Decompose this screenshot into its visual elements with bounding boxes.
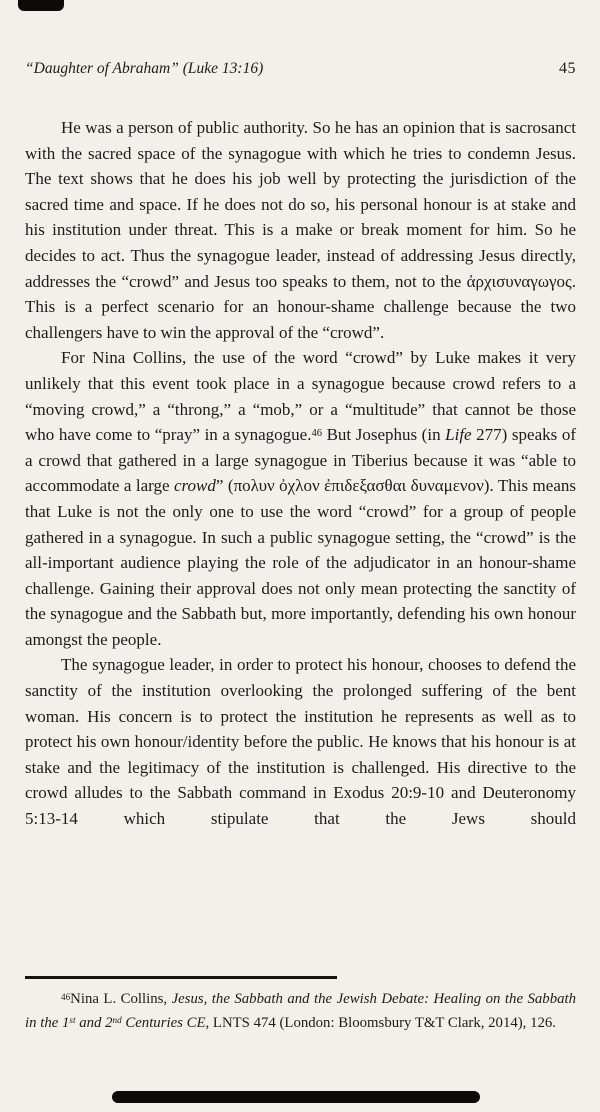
footnote-separator-rule: [25, 976, 337, 979]
paragraph: For Nina Collins, the use of the word “crowd” by Luke makes it very unlikely that this event took place in a synagogue because crowd refers to a “moving crowd,” a “throng,” a “mob,” or a “multitude” that cannot be those who have come to “pray” in a synagogue.$^{46}$ But Josephus (in Life 277) speaks of a crowd that gathered in a large synagogue in Tiberius because it was “able to accommodate a large crowd” (πολυν ὀχλον ἐπιδεξασθαι δυναμενον). This means that Luke is not the only one to use the word “crowd” for a group of people gathered in a synagogue. In such a public synagogue setting, the “crowd” is the all-important audience playing the role of the adjudicator in an honour-shame challenge. Gaining their approval does not only mean protecting the sanctity of the synagogue and the Sabbath but, more importantly, defending his own honour amongst the people.: [25, 348, 576, 649]
scan-artifact-top: [18, 0, 64, 11]
page-number: 45: [559, 60, 576, 77]
body-text: [25, 115, 576, 832]
scan-artifact-bottom: [112, 1091, 480, 1103]
footnote: $^{46}$Nina L. Collins, Jesus, the Sabbath and the Jewish Debate: Healing on the Sabbath in the 1st and 2nd Centuries CE, LNTS 474 (London: Bloomsbury T&T Clark, 2014), 126.: [25, 991, 576, 1031]
running-header: [25, 60, 576, 78]
footnote-area: [25, 976, 576, 1035]
paragraph: He was a person of public authority. So he has an opinion that is sacrosanct with the sacred space of the synagogue with which he tries to condemn Jesus. The text shows that he does his job well by protecting the jurisdiction of the sacred time and space. If he does not do so, his personal honour is at stake and his institution under threat. This is a make or break moment for him. So he decides to act. Thus the synagogue leader, instead of addressing Jesus directly, addresses the “crowd” and Jesus too speaks to them, not to the ἀρχισυναγωγος. This is a perfect scenario for an honour-shame challenge because the two challengers have to win the approval of the “crowd”.: [25, 118, 576, 342]
paragraph: The synagogue leader, in order to protect his honour, chooses to defend the sanctity of the institution overlooking the prolonged suffering of the bent woman. His concern is to protect the institution he represents as well as to protect his own honour/identity before the public. He knows that his honour is at stake and the legitimacy of the institution is challenged. His directive to the crowd alludes to the Sabbath command in Exodus 20:9-10 and Deuteronomy 5:13-14 which stipulate that the Jews should: [25, 655, 576, 829]
running-header-title: “Daughter of Abraham” (Luke 13:16): [25, 60, 264, 77]
